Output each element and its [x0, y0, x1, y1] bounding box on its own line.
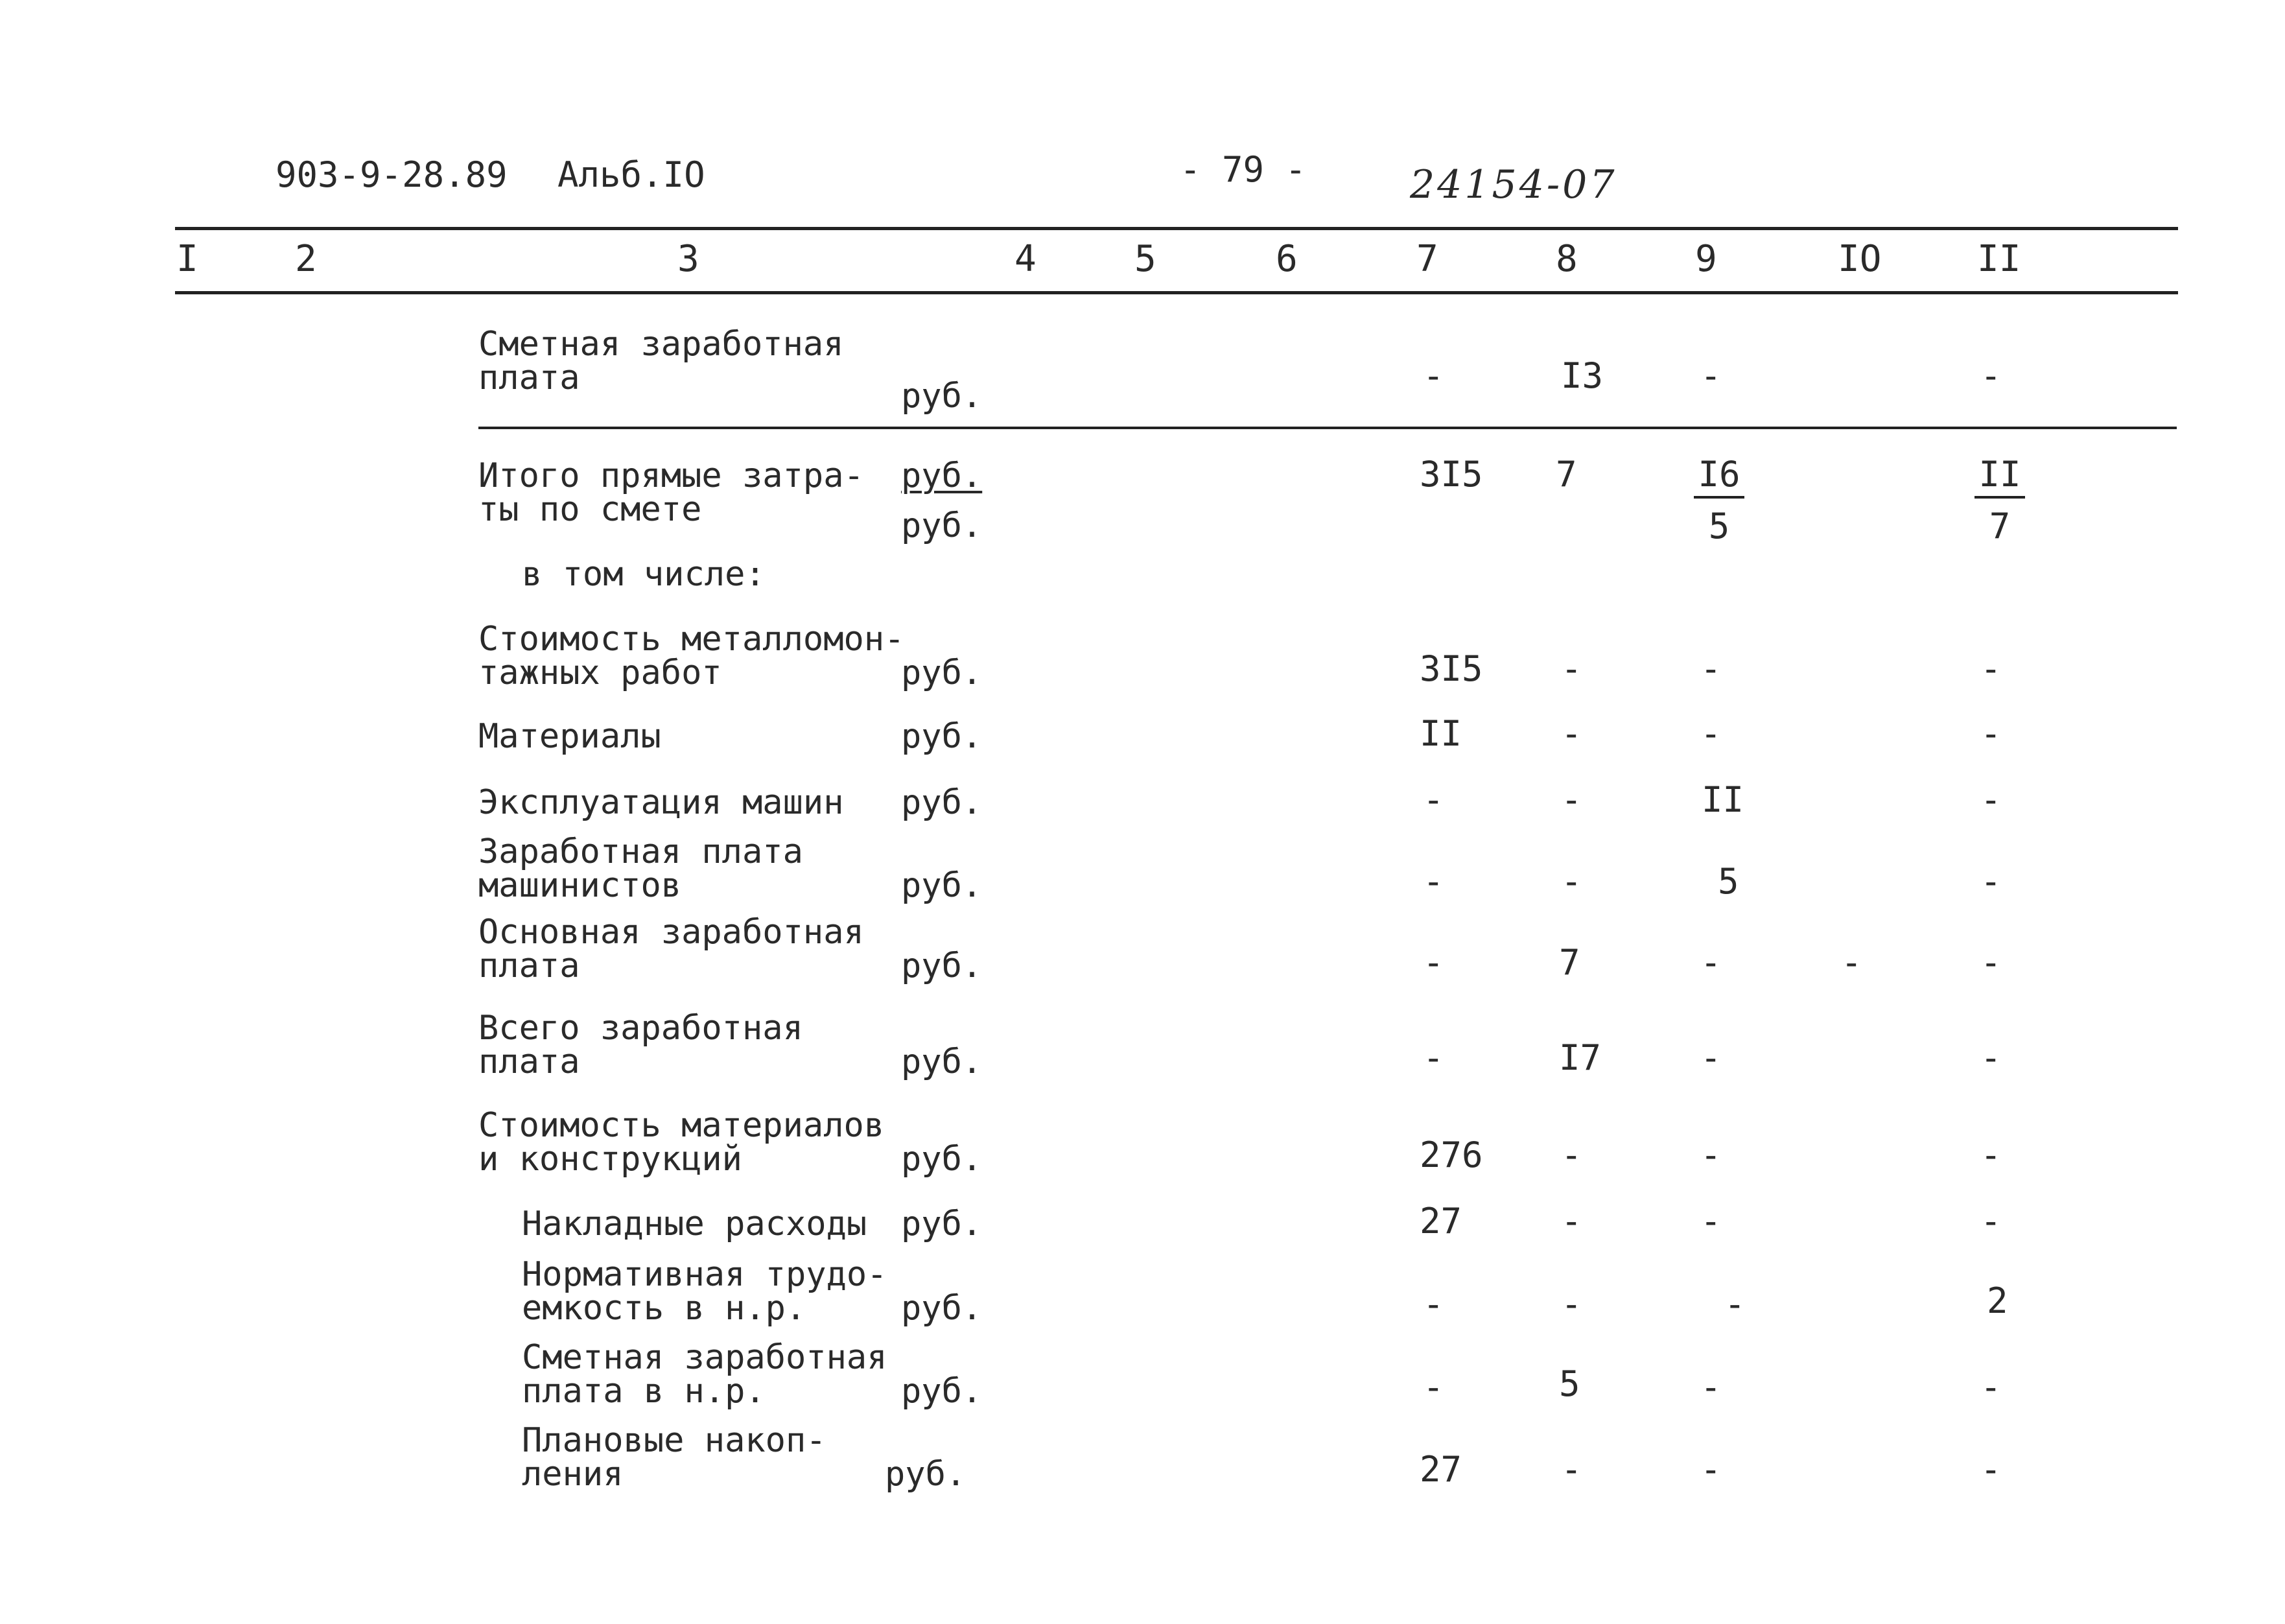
- column-header-3: 3: [677, 238, 699, 280]
- column-header-5: 5: [1134, 238, 1156, 280]
- cell-col7: 3I5: [1420, 454, 1483, 495]
- cell-col11: -: [1980, 1367, 2002, 1407]
- row-label-line2: плата: [478, 1042, 580, 1081]
- row-label-line1: Стоимость металломон-: [478, 620, 905, 659]
- cell-col9: -: [1700, 648, 1722, 689]
- cell-col7: 27: [1420, 1201, 1462, 1242]
- cell-col11: -: [1980, 713, 2002, 754]
- column-header-7: 7: [1416, 238, 1438, 280]
- cell-col8: -: [1561, 713, 1582, 754]
- cell-col9: -: [1700, 1037, 1722, 1078]
- cell-col11: -: [1980, 1037, 2002, 1078]
- cell-col8: -: [1561, 1135, 1582, 1175]
- handwritten-stamp-number: 24154-07: [1410, 162, 1617, 207]
- row-label-line2: емкость в н.р.: [522, 1289, 806, 1328]
- cell-col8: 7: [1556, 454, 1577, 495]
- row-unit: руб.: [901, 653, 983, 692]
- cell-col11: -: [1980, 779, 2002, 820]
- row-label-line1: Всего заработная: [478, 1009, 803, 1048]
- cell-col8: -: [1561, 861, 1582, 902]
- row-label-line2: машинистов: [478, 866, 682, 905]
- row-label-line2: тажных работ: [478, 653, 722, 692]
- column-header-2: 2: [295, 238, 317, 280]
- row-label-line2: плата в н.р.: [522, 1372, 766, 1411]
- cell-col11: -: [1980, 942, 2002, 983]
- row-unit-denominator: руб.: [901, 506, 983, 545]
- column-header-6: 6: [1276, 238, 1298, 280]
- row-unit: руб.: [901, 1140, 983, 1179]
- fraction-denominator: 5: [1708, 506, 1730, 547]
- document-code: 903-9-28.89: [275, 154, 508, 195]
- cell-col11: -: [1980, 1201, 2002, 1242]
- row-label-line1: Заработная плата: [478, 832, 803, 871]
- cell-col8: I7: [1559, 1037, 1602, 1078]
- cell-col11: 2: [1987, 1280, 2008, 1321]
- row-label-line2: ления: [522, 1455, 624, 1494]
- row-unit-numerator: руб.: [901, 456, 983, 495]
- cell-col7: -: [1423, 1284, 1444, 1324]
- cell-col7: 276: [1420, 1135, 1483, 1175]
- fraction-numerator: II: [1974, 457, 2024, 499]
- column-header-4: 4: [1014, 238, 1037, 280]
- cell-col9: -: [1700, 1135, 1722, 1175]
- cell-col8: -: [1561, 648, 1582, 689]
- cell-col7: -: [1423, 1037, 1444, 1078]
- cell-col11: -: [1980, 648, 2002, 689]
- cell-col9: -: [1700, 355, 1722, 396]
- row-unit: руб.: [901, 866, 983, 905]
- row-unit: руб.: [901, 1372, 983, 1411]
- cell-col9: II: [1702, 779, 1744, 820]
- column-header-10: IO: [1838, 238, 1882, 280]
- cell-col7: -: [1423, 1367, 1444, 1407]
- album-number: Альб.IO: [557, 154, 705, 195]
- cell-col7: 27: [1420, 1449, 1462, 1490]
- cell-col8: -: [1561, 1449, 1582, 1490]
- row-label-line1: Стоимость материалов: [478, 1106, 885, 1145]
- cell-col11: -: [1980, 1449, 2002, 1490]
- cell-col10: -: [1841, 942, 1862, 983]
- cell-col11: -: [1980, 1135, 2002, 1175]
- row-label: Материалы: [478, 717, 661, 756]
- column-header-1: I: [176, 238, 198, 280]
- cell-col9-fraction: [1677, 454, 1761, 547]
- cell-col9: -: [1700, 1449, 1722, 1490]
- cell-col9: -: [1700, 713, 1722, 754]
- cell-col7: II: [1420, 713, 1462, 754]
- row-label-line2: и конструкций: [478, 1140, 742, 1179]
- cell-col11-fraction: [1958, 454, 2042, 547]
- row-label: Накладные расходы: [522, 1205, 867, 1243]
- cell-col11: -: [1980, 355, 2002, 396]
- row-label-line1: Плановые накоп-: [522, 1421, 826, 1460]
- cell-col8: I3: [1561, 355, 1604, 396]
- column-header-9: 9: [1695, 238, 1717, 280]
- cell-col9: 5: [1718, 861, 1739, 902]
- cell-col7: -: [1423, 779, 1444, 820]
- cell-col9: -: [1700, 1201, 1722, 1242]
- row-label-line1: Сметная заработная: [522, 1338, 887, 1377]
- cell-col9: -: [1700, 942, 1722, 983]
- row-label-line1: Нормативная трудо-: [522, 1255, 887, 1294]
- row-unit: руб.: [901, 377, 983, 416]
- table-top-rule: [175, 227, 2178, 230]
- row-label-line2: плата: [478, 947, 580, 985]
- column-header-8: 8: [1556, 238, 1578, 280]
- table-header-rule: [175, 291, 2178, 294]
- cell-col8: -: [1561, 779, 1582, 820]
- cell-col7: -: [1423, 355, 1444, 396]
- row-unit: руб.: [901, 1205, 983, 1243]
- page-number: - 79 -: [1180, 149, 1307, 190]
- row-unit: руб.: [901, 1042, 983, 1081]
- cell-col8: 5: [1559, 1363, 1580, 1404]
- cell-col11: -: [1980, 861, 2002, 902]
- subsection-label: в том числе:: [522, 555, 766, 594]
- row-unit: руб.: [885, 1455, 967, 1494]
- row-label-line1: Итого прямые затра-: [478, 456, 864, 495]
- fraction-numerator: I6: [1694, 457, 1744, 499]
- row-label-line1: Основная заработная: [478, 913, 864, 952]
- cell-col7: -: [1423, 861, 1444, 902]
- cell-col7: 3I5: [1420, 648, 1483, 689]
- column-header-11: II: [1977, 238, 2021, 280]
- row-label: Эксплуатация машин: [478, 783, 844, 822]
- row-unit: руб.: [901, 1289, 983, 1328]
- row-unit: руб.: [901, 947, 983, 985]
- cell-col9: -: [1700, 1367, 1722, 1407]
- row-unit: руб.: [901, 717, 983, 756]
- cell-col8: 7: [1559, 942, 1580, 983]
- cell-col9: -: [1724, 1284, 1746, 1324]
- row-label-line1: Сметная заработная: [478, 325, 844, 364]
- fraction-denominator: 7: [1989, 506, 2011, 547]
- cell-col8: -: [1561, 1201, 1582, 1242]
- row-label-line2: ты по смете: [478, 490, 702, 529]
- row-unit: руб.: [901, 783, 983, 822]
- cell-col7: -: [1423, 942, 1444, 983]
- row-label-line2: плата: [478, 359, 580, 397]
- cell-col8: -: [1561, 1284, 1582, 1324]
- section-divider-rule: [478, 427, 2177, 429]
